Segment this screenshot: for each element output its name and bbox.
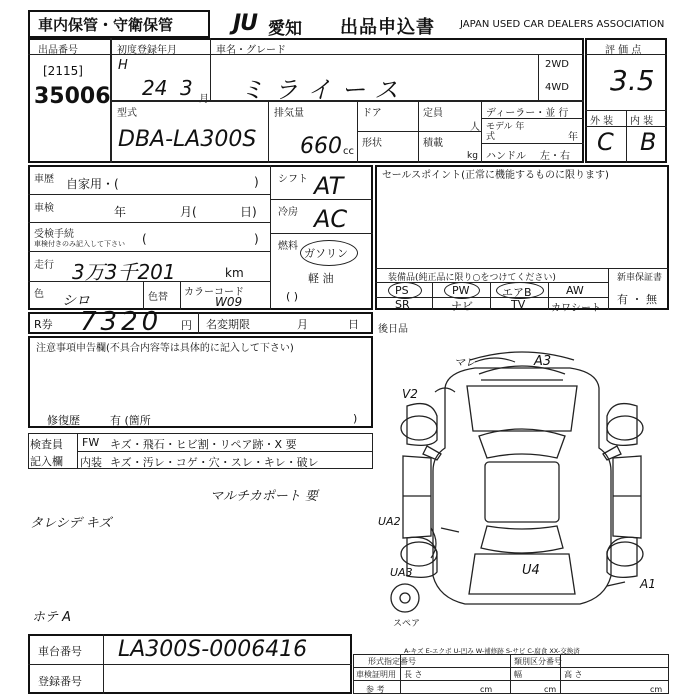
drive-2wd: 2WD: [545, 59, 569, 70]
received-check-open: (: [142, 232, 147, 246]
association-name: JAPAN USED CAR DEALERS ASSOCIATION: [460, 19, 665, 30]
recycle-unit: 円: [181, 319, 192, 332]
capacity-label: 定員: [423, 108, 443, 119]
mileage-label: 走行: [34, 260, 54, 271]
repair-value: 有 (箇所: [110, 414, 151, 427]
mark-ua3: UA3: [390, 566, 413, 579]
rear-window: [481, 526, 563, 553]
fuel-other: ( ): [286, 290, 299, 303]
handwritten-note-1: マルチカポート 要: [210, 489, 318, 504]
type-value: DBA-LA300S: [118, 127, 257, 152]
inspection-day: 日): [240, 205, 257, 219]
equipment-label: 装備品(純正品に限り○をつけてください): [388, 273, 556, 283]
fuel-diesel: 軽 油: [308, 272, 334, 285]
type-label: 型式: [117, 108, 137, 119]
roof: [485, 462, 559, 522]
displacement-label: 排気量: [274, 108, 304, 119]
color-code-label: カラーコード: [184, 287, 244, 298]
history-close: ): [254, 175, 259, 189]
interior-grade: B: [640, 128, 657, 156]
lot-bracket-number: [2115]: [43, 64, 83, 78]
name-change-month: 月: [297, 318, 308, 331]
inspector-interior-text: キズ・汚レ・コゲ・穴・スレ・キレ・破レ: [110, 456, 319, 469]
rating-score: 3.5: [610, 64, 655, 97]
inspector-interior-tag: 内装: [80, 456, 102, 469]
mark-a3: A3: [534, 354, 552, 369]
inspection-month: 月(: [180, 205, 197, 219]
width-label: 幅: [514, 670, 522, 679]
model-name-value: ミライース: [240, 76, 409, 104]
ac-label: 冷房: [278, 207, 298, 218]
color-change-label: 色替: [148, 292, 168, 303]
handle-label: ハンドル: [486, 151, 526, 162]
load-label: 積載: [423, 138, 443, 149]
recycle-label: R券: [34, 318, 53, 331]
equip-seat: カワシート: [551, 303, 601, 314]
mark-ua2: UA2: [378, 515, 401, 528]
equip-airbag-circle: [496, 282, 544, 299]
windshield: [479, 429, 565, 458]
interior-label: 内 装: [630, 116, 654, 127]
door-label: ドア: [362, 108, 382, 119]
repair-close: ): [353, 412, 358, 425]
height-label: 高 さ: [564, 670, 583, 679]
logo-region: 愛知: [268, 19, 302, 39]
ju-logo-mark: JU: [233, 11, 258, 36]
ref-label: 参 考: [366, 685, 385, 694]
name-change-day: 日: [348, 318, 359, 331]
name-change-label: 名変期限: [206, 318, 250, 331]
color-code-value: W09: [215, 295, 243, 309]
lot-label: 出品番号: [38, 45, 78, 56]
inspector-label-2: 記入欄: [30, 455, 63, 468]
load-unit: kg: [467, 151, 478, 161]
equip-ps: PS: [395, 284, 409, 297]
lot-number: 35006: [34, 84, 111, 109]
cert-label: 車検証明用: [356, 670, 396, 679]
category-label: 類別区分番号: [514, 657, 562, 666]
equip-airbag: エアB: [502, 286, 532, 299]
inspector-label-1: 検査員: [30, 438, 63, 451]
shape-label: 形状: [362, 138, 382, 149]
fuel-label: 燃料: [278, 241, 298, 252]
shift-value: AT: [314, 172, 344, 200]
mark-top-left: マレ: [454, 356, 476, 369]
displacement-unit: cc: [343, 146, 354, 157]
received-check-close: ): [254, 232, 259, 246]
warranty-value: 有 ・ 無: [617, 293, 657, 306]
inspector-fw-text: キズ・飛石・ヒビ割・リペア跡・X 要: [110, 438, 297, 451]
exterior-grade: C: [597, 128, 614, 156]
chassis-label: 車台番号: [38, 645, 82, 658]
length-label: 長 さ: [404, 670, 423, 679]
model-name-label: 車名・グレード: [216, 45, 286, 56]
chassis-value: LA300S-0006416: [118, 637, 308, 662]
equip-pw: PW: [452, 284, 470, 297]
registration-label: 初度登録年月: [117, 45, 177, 56]
equip-pw-circle: [444, 282, 480, 299]
registration-month: 3: [180, 76, 193, 100]
exterior-label: 外 装: [590, 116, 614, 127]
handwritten-note-3: ホテ A: [32, 610, 72, 625]
damage-legend: A-キズ E-エクボ U-凹み W-補修跡 S-サビ C-腐食 XX-交換済: [404, 647, 580, 655]
equip-tv: TV: [511, 298, 526, 311]
sales-point-label: セールスポイント(正常に機能するものに限ります): [382, 170, 609, 181]
displacement-value: 660: [300, 134, 342, 159]
after-label: 後日品: [378, 324, 408, 335]
shift-label: シフト: [278, 174, 308, 185]
warranty-label: 新車保証書: [617, 273, 663, 283]
inspection-year: 年: [114, 205, 127, 219]
equip-ps-circle: [388, 282, 422, 299]
drive-4wd: 4WD: [545, 82, 569, 93]
ac-value: AC: [314, 205, 348, 233]
received-check-note: 車検付きのみ記入して下さい: [34, 240, 125, 248]
form-designation-label: 形式指定番号: [368, 657, 416, 666]
history-value: 自家用・(: [66, 177, 119, 191]
fuel-gasoline: ガソリン: [304, 247, 348, 260]
length-unit: cm: [480, 685, 493, 694]
mark-v2: V2: [402, 387, 418, 401]
ju-logo: [233, 11, 257, 36]
front-bumper: [479, 366, 565, 374]
inspector-fw-tag: FW: [82, 436, 100, 449]
handwritten-note-2: タレシデ キズ: [30, 516, 112, 531]
mark-a1: A1: [640, 577, 656, 591]
year-unit: 年: [568, 132, 578, 143]
inspection-label: 車検: [34, 203, 54, 214]
registration-month-unit: 月: [199, 94, 209, 105]
storage-tag: 車内保管・守衛保管: [38, 16, 174, 34]
recycle-value: 7320: [80, 307, 163, 337]
mark-u4: U4: [522, 563, 540, 578]
equip-aw: AW: [566, 284, 584, 297]
received-check-label: 受検手続: [34, 229, 74, 240]
spare-tire: [391, 584, 419, 612]
dealer-label: ディーラー・並 行: [486, 108, 569, 119]
model-year-label: モデル 年式: [486, 122, 525, 142]
repair-label: 修復歴: [47, 414, 80, 427]
history-label: 車歴: [34, 174, 54, 185]
registration-era: H: [118, 58, 128, 73]
capacity-unit: 人: [470, 122, 480, 133]
equip-sr: SR: [395, 298, 410, 311]
mileage-value: 3万3千201: [72, 260, 176, 284]
width-unit: cm: [544, 685, 557, 694]
notes-label: 注意事項申告欄(不具合内容等は具体的に記入して下さい): [36, 343, 294, 354]
handle-value: 左・右: [540, 151, 570, 162]
equip-navi: ナビ: [451, 300, 473, 313]
hood: [467, 386, 577, 431]
rating-label: 評 価 点: [605, 45, 642, 56]
color-label: 色: [34, 289, 44, 300]
mileage-unit: km: [225, 266, 244, 280]
registration-year: 24: [142, 76, 168, 100]
reg-number-label: 登録番号: [38, 675, 82, 688]
spare-label: スペア: [393, 619, 421, 629]
car-diagram: [375, 336, 669, 636]
color-value: シロ: [62, 293, 90, 309]
height-unit: cm: [650, 685, 663, 694]
form-title: 出品申込書: [340, 17, 435, 38]
